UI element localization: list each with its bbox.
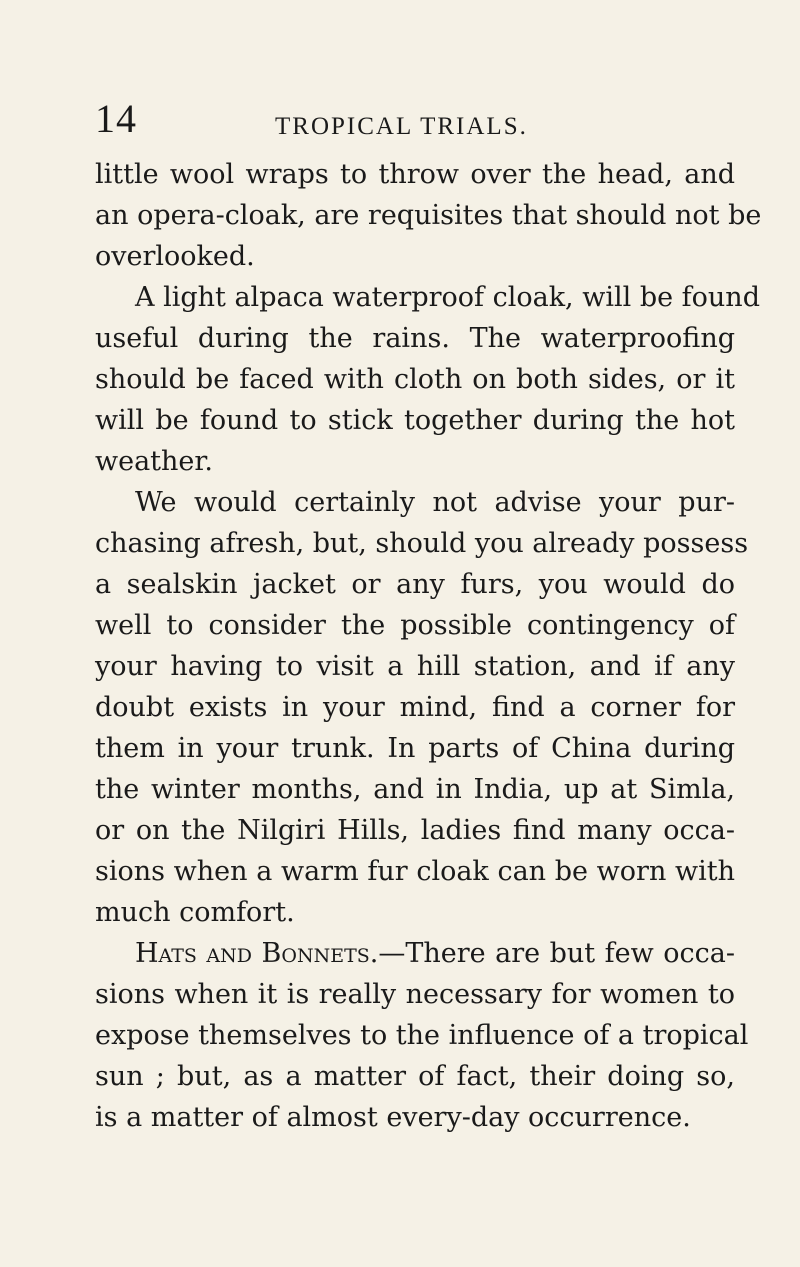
text-line: chasing afresh, but, should you already possess	[95, 528, 749, 559]
section-lead: —There are but few occa-	[378, 938, 735, 969]
text-line: your having to visit a hill station, and if any	[95, 651, 735, 682]
running-head: TROPICAL TRIALS.	[275, 113, 528, 140]
section-heading: Hats and Bonnets.	[135, 938, 379, 969]
text-line: or on the Nilgiri Hills, ladies find many occa-	[95, 815, 735, 846]
text-line: well to consider the possible contingency of	[95, 610, 735, 641]
text-line: doubt exists in your mind, find a corner for	[95, 692, 735, 723]
text-line: much comfort.	[95, 897, 295, 928]
text-line: them in your trunk. In parts of China during	[95, 733, 735, 764]
page-header	[95, 95, 735, 145]
text-line: will be found to stick together during the hot	[95, 405, 735, 436]
text-line: should be faced with cloth on both sides, or it	[95, 364, 735, 395]
text-line: little wool wraps to throw over the head, and	[95, 159, 735, 190]
text-line: is a matter of almost every-day occurrence.	[95, 1102, 691, 1133]
text-line: sions when a warm fur cloak can be worn with	[95, 856, 735, 887]
text-line: A light alpaca waterproof cloak, will be found	[135, 282, 760, 313]
text-line: overlooked.	[95, 241, 255, 272]
text-line: weather.	[95, 446, 213, 477]
page-number: 14	[95, 96, 137, 141]
body-text	[95, 154, 762, 1138]
text-line: expose themselves to the influence of a tropical	[95, 1020, 749, 1051]
text-line: sun ; but, as a matter of fact, their doing so,	[95, 1061, 735, 1092]
text-line: useful during the rains. The waterproofing	[95, 323, 735, 354]
text-line: We would certainly not advise your pur-	[135, 487, 735, 518]
text-line: an opera-cloak, are requisites that should not be	[95, 200, 762, 231]
text-line: sions when it is really necessary for women to	[95, 979, 735, 1010]
text-line: a sealskin jacket or any furs, you would do	[95, 569, 735, 600]
section-line	[95, 933, 735, 974]
text-line: the winter months, and in India, up at Simla,	[95, 774, 735, 805]
